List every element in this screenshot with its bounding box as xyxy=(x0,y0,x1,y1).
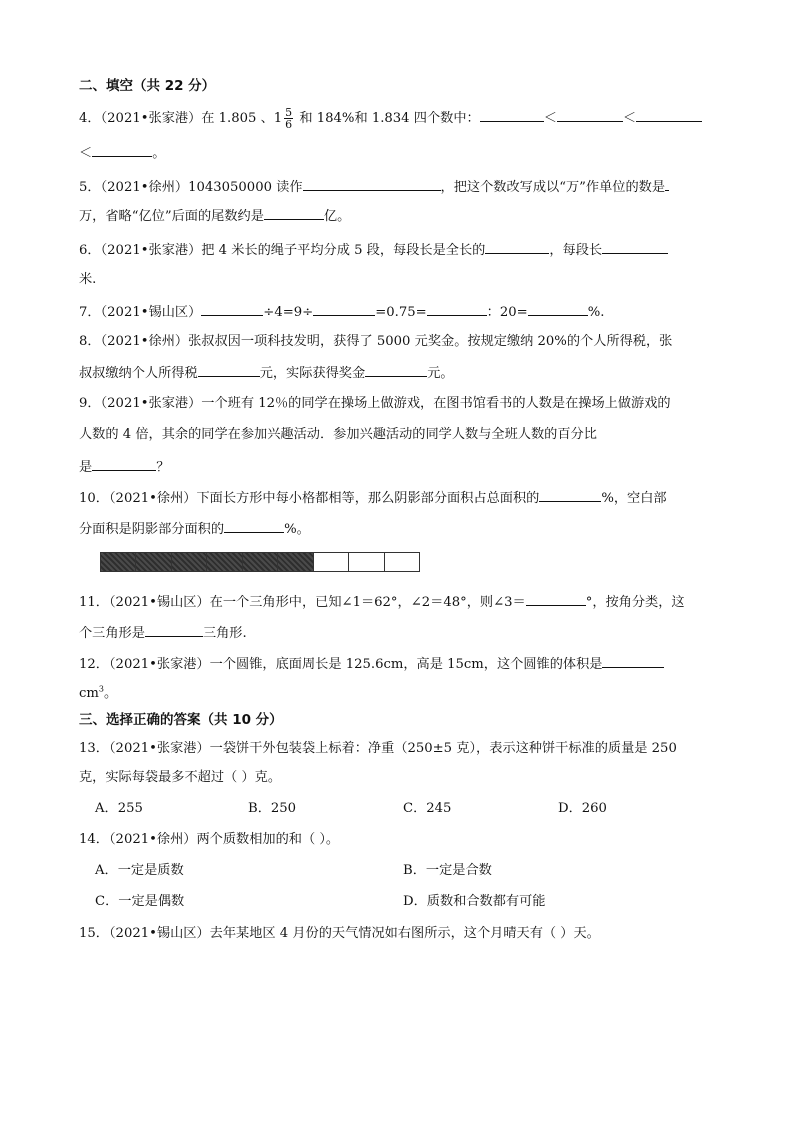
answer-blank[interactable] xyxy=(313,302,375,316)
q4-fraction xyxy=(284,107,293,130)
answer-blank[interactable] xyxy=(365,363,427,377)
question-7 xyxy=(79,302,604,322)
shaded-cell xyxy=(172,553,207,571)
question-8-line-2 xyxy=(79,363,454,383)
answer-blank[interactable] xyxy=(602,240,668,254)
q4-fraction-denominator: 6 xyxy=(285,118,293,131)
q11-text-1a: 11．（2021•锡山区）在一个三角形中，已知∠1＝62°，∠2＝48°，则∠3＝ xyxy=(79,595,526,610)
q13-option-b[interactable]: B．250 xyxy=(248,801,297,816)
q11-text-2a: 个三角形是 xyxy=(79,626,145,641)
question-15-line-1: 15．（2021•锡山区）去年某地区 4 月份的天气情况如右图所示，这个月晴天有（ ）天。 xyxy=(79,926,600,941)
q8-text-2b: 元，实际获得奖金 xyxy=(259,366,366,381)
answer-blank[interactable] xyxy=(539,488,601,502)
q7-text-2: ÷4=9÷ xyxy=(263,305,314,320)
question-4-line-1 xyxy=(79,107,702,130)
q8-text-2c: 元。 xyxy=(427,366,454,381)
blank-cell xyxy=(349,553,384,571)
question-10-line-1 xyxy=(79,488,667,508)
answer-blank[interactable] xyxy=(665,177,669,191)
answer-blank[interactable] xyxy=(557,108,623,122)
q4-text-1: 4．（2021•张家港）在 1.805 、1 xyxy=(79,111,283,126)
question-11-line-1 xyxy=(79,592,685,612)
q13-option-c[interactable]: C．245 xyxy=(403,801,452,816)
question-9-line-3 xyxy=(79,457,169,477)
question-5-line-2 xyxy=(79,206,350,226)
q4-text-2: 和 184%和 1.834 四个数中： xyxy=(295,111,480,126)
answer-blank[interactable] xyxy=(92,457,156,471)
q6-text-1a: 6．（2021•张家港）把 4 米长的绳子平均分成 5 段，每段长是全长的 xyxy=(79,243,486,258)
q14-option-c[interactable]: C．一定是偶数 xyxy=(95,894,185,909)
q11-text-2b: 三角形. xyxy=(202,626,247,641)
answer-blank[interactable] xyxy=(201,302,263,316)
blank-cell xyxy=(385,553,419,571)
question-9-line-2: 人数的 4 倍，其余的同学在参加兴趣活动．参加兴趣活动的同学人数与全班人数的百分比 xyxy=(79,427,597,442)
less-than-sign: ＜ xyxy=(79,146,93,161)
q10-text-2a: 分面积是阴影部分面积的 xyxy=(79,522,225,537)
question-9-line-1: 9．（2021•张家港）一个班有 12％的同学在操场上做游戏，在图书馆看书的人数是在操场上做游戏的 xyxy=(79,396,671,411)
q14-option-a[interactable]: A．一定是质数 xyxy=(95,863,184,878)
q14-option-d[interactable]: D．质数和合数都有可能 xyxy=(403,894,546,909)
q13-option-a[interactable]: A．255 xyxy=(95,801,143,816)
answer-blank[interactable] xyxy=(427,302,487,316)
q7-text-3: =0.75= xyxy=(375,305,427,320)
question-13-line-2: 克，实际每袋最多不超过（ ）克。 xyxy=(79,770,282,785)
q7-text-4: ：20= xyxy=(486,305,528,320)
question-11-line-2 xyxy=(79,623,247,643)
q10-text-1a: 10．（2021•徐州）下面长方形中每小格都相等，那么阴影部分面积占总面积的 xyxy=(79,491,540,506)
q5-text-1: 5．（2021•徐州）1043050000 读作 xyxy=(79,180,303,195)
answer-blank[interactable] xyxy=(303,177,441,191)
q7-text-5: %. xyxy=(587,305,605,320)
less-than-sign: ＜ xyxy=(622,111,637,126)
answer-blank[interactable] xyxy=(224,519,284,533)
question-12-line-2 xyxy=(79,685,117,703)
shaded-rectangle-figure xyxy=(100,552,420,572)
q13-option-d[interactable]: D．260 xyxy=(558,801,607,816)
question-8-line-1: 8．（2021•徐州）张叔叔因一项科技发明，获得了 5000 元奖金。按规定缴纳 20%的个人所得税，张 xyxy=(79,334,673,349)
q12-end: 。 xyxy=(104,686,118,701)
shaded-cell xyxy=(136,553,171,571)
section-title-fill-in: 二、填空（共 22 分） xyxy=(79,78,216,94)
answer-blank[interactable] xyxy=(145,623,203,637)
period: 。 xyxy=(152,146,166,161)
answer-blank[interactable] xyxy=(480,108,544,122)
q5-text-2a: 万，省略“亿位”后面的尾数约是 xyxy=(79,209,264,224)
question-10-line-2 xyxy=(79,519,310,539)
answer-blank[interactable] xyxy=(602,654,664,668)
shaded-cell xyxy=(207,553,242,571)
shaded-cell xyxy=(278,553,313,571)
q12-text-1: 12．（2021•张家港）一个圆锥，底面周长是 125.6cm，高是 15cm，这个圆锥的体积是 xyxy=(79,657,603,672)
answer-blank[interactable] xyxy=(528,302,588,316)
q6-text-1b: ，每段长 xyxy=(549,243,603,258)
shaded-cell xyxy=(243,553,278,571)
blank-cell xyxy=(314,553,349,571)
q10-text-1b: %，空白部 xyxy=(601,491,667,506)
q8-text-2a: 叔叔缴纳个人所得税 xyxy=(79,366,198,381)
answer-blank[interactable] xyxy=(636,108,702,122)
question-4-line-2 xyxy=(79,143,165,163)
answer-blank[interactable] xyxy=(92,143,152,157)
question-5-line-1 xyxy=(79,177,669,197)
question-12-line-1 xyxy=(79,654,664,674)
answer-blank[interactable] xyxy=(526,592,586,606)
question-14-line-1: 14．（2021•徐州）两个质数相加的和（ ）。 xyxy=(79,832,340,847)
q5-text-2b: 亿。 xyxy=(323,209,351,224)
answer-blank[interactable] xyxy=(198,363,260,377)
q12-unit: cm xyxy=(79,686,99,701)
question-13-line-1: 13．（2021•张家港）一袋饼干外包装袋上标着：净重（250±5 克），表示这种饼干标准的质量是 250 xyxy=(79,741,677,756)
q9-text-3a: 是 xyxy=(79,460,93,475)
shaded-cell xyxy=(101,553,136,571)
q11-text-1b: °，按角分类，这 xyxy=(585,595,685,610)
less-than-sign: ＜ xyxy=(543,111,557,126)
q14-option-b[interactable]: B．一定是合数 xyxy=(403,863,492,878)
q10-text-2b: %。 xyxy=(284,522,310,537)
answer-blank[interactable] xyxy=(485,240,549,254)
section-title-multiple-choice: 三、选择正确的答案（共 10 分） xyxy=(79,712,283,728)
answer-blank[interactable] xyxy=(264,206,324,220)
question-6-line-1 xyxy=(79,240,668,260)
q7-text-1: 7．（2021•锡山区） xyxy=(79,305,202,320)
q12-unit-superscript: 3 xyxy=(98,684,104,694)
q9-text-3b: ？ xyxy=(156,460,170,475)
question-6-line-2: 米. xyxy=(79,272,97,287)
q4-fraction-numerator: 5 xyxy=(285,106,293,119)
q5-text-1b: ，把这个数改写成以“万”作单位的数是 xyxy=(440,180,666,195)
